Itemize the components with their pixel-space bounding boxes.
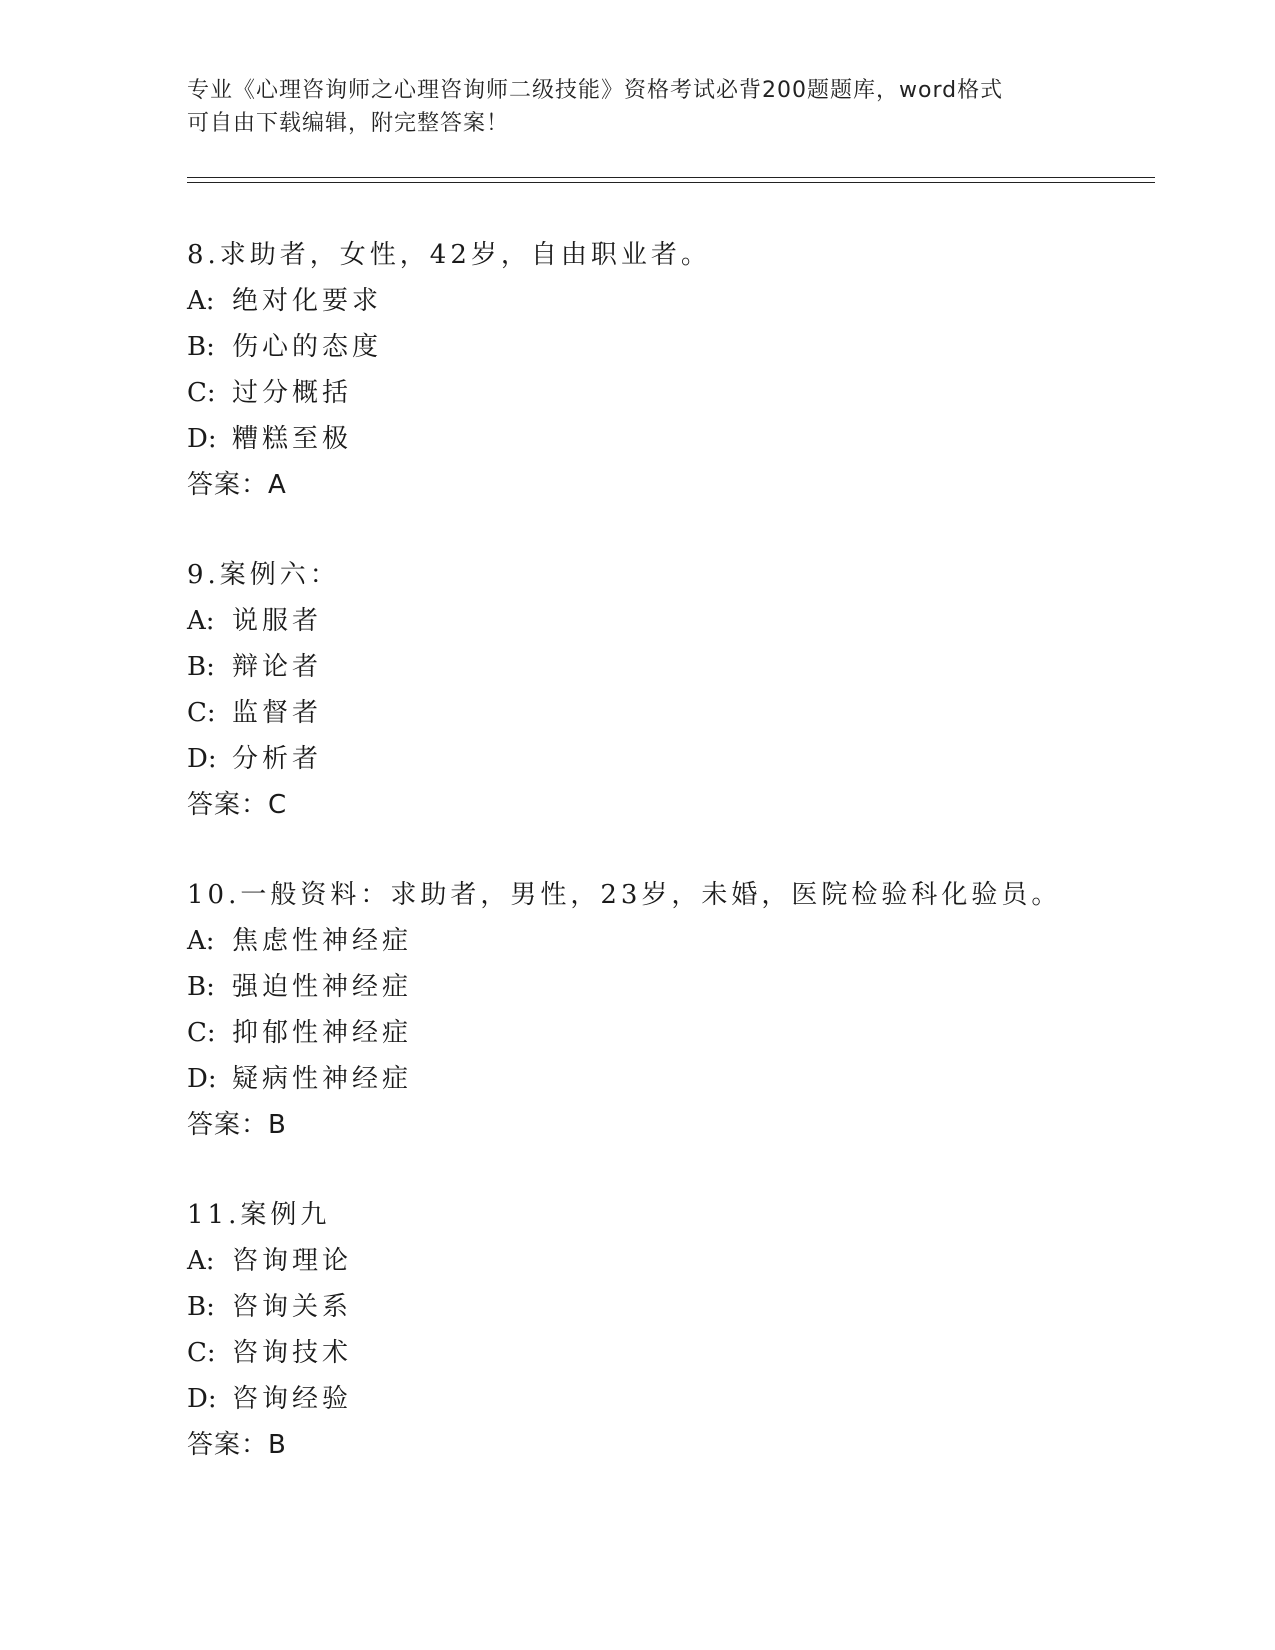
option-key: C: (187, 698, 216, 728)
option-key: B: (187, 1292, 215, 1322)
option-text: 咨询经验 (232, 1384, 353, 1414)
option-b (187, 964, 1187, 1010)
option-key: A: (187, 926, 215, 956)
question-stem: 11.案例九 (187, 1200, 331, 1230)
answer-line: 答案：C (187, 790, 288, 820)
option-text: 辩论者 (232, 652, 323, 682)
option-key: D: (187, 1064, 217, 1094)
option-c (187, 690, 1187, 736)
option-a (187, 918, 1187, 964)
option-key: D: (187, 424, 217, 454)
option-c (187, 1010, 1187, 1056)
question-stem: 9.案例六： (187, 560, 340, 590)
option-a (187, 598, 1187, 644)
option-key: D: (187, 1384, 217, 1414)
option-text: 疑病性神经症 (232, 1064, 413, 1094)
document-header (187, 74, 1087, 140)
option-text: 伤心的态度 (232, 332, 383, 362)
option-key: C: (187, 1018, 216, 1048)
option-key: A: (187, 606, 215, 636)
option-text: 监督者 (232, 698, 323, 728)
option-b (187, 644, 1187, 690)
option-a (187, 1238, 1187, 1284)
option-text: 分析者 (232, 744, 323, 774)
option-text: 咨询关系 (232, 1292, 353, 1322)
option-b (187, 324, 1187, 370)
option-c (187, 370, 1187, 416)
option-text: 咨询理论 (232, 1246, 353, 1276)
option-key: C: (187, 378, 216, 408)
option-text: 过分概括 (232, 378, 353, 408)
option-text: 焦虑性神经症 (232, 926, 413, 956)
option-key: B: (187, 332, 215, 362)
question-block (187, 1192, 1187, 1468)
option-text: 咨询技术 (232, 1338, 353, 1368)
option-d (187, 1376, 1187, 1422)
option-key: A: (187, 286, 215, 316)
header-divider-bottom (187, 182, 1155, 183)
question-block (187, 232, 1187, 508)
question-block (187, 872, 1187, 1148)
option-b (187, 1284, 1187, 1330)
option-c (187, 1330, 1187, 1376)
option-d (187, 416, 1187, 462)
option-text: 抑郁性神经症 (232, 1018, 413, 1048)
question-block (187, 552, 1187, 828)
header-line-1: 专业《心理咨询师之心理咨询师二级技能》资格考试必背200题题库，word格式 (187, 78, 1004, 103)
option-key: B: (187, 972, 215, 1002)
option-key: A: (187, 1246, 215, 1276)
option-text: 说服者 (232, 606, 323, 636)
question-stem: 8.求助者，女性，42岁，自由职业者。 (187, 240, 711, 270)
header-divider-top (187, 177, 1155, 178)
header-line-2: 可自由下载编辑，附完整答案！ (187, 111, 510, 136)
option-text: 糟糕至极 (232, 424, 353, 454)
option-a (187, 278, 1187, 324)
option-key: C: (187, 1338, 216, 1368)
option-key: D: (187, 744, 217, 774)
option-d (187, 1056, 1187, 1102)
option-d (187, 736, 1187, 782)
answer-line: 答案：B (187, 1110, 287, 1140)
option-key: B: (187, 652, 215, 682)
answer-line: 答案：B (187, 1430, 287, 1460)
option-text: 强迫性神经症 (232, 972, 413, 1002)
question-stem: 10.一般资料：求助者，男性，23岁，未婚，医院检验科化验员。 (187, 880, 1062, 910)
option-text: 绝对化要求 (232, 286, 383, 316)
answer-line: 答案：A (187, 470, 287, 500)
